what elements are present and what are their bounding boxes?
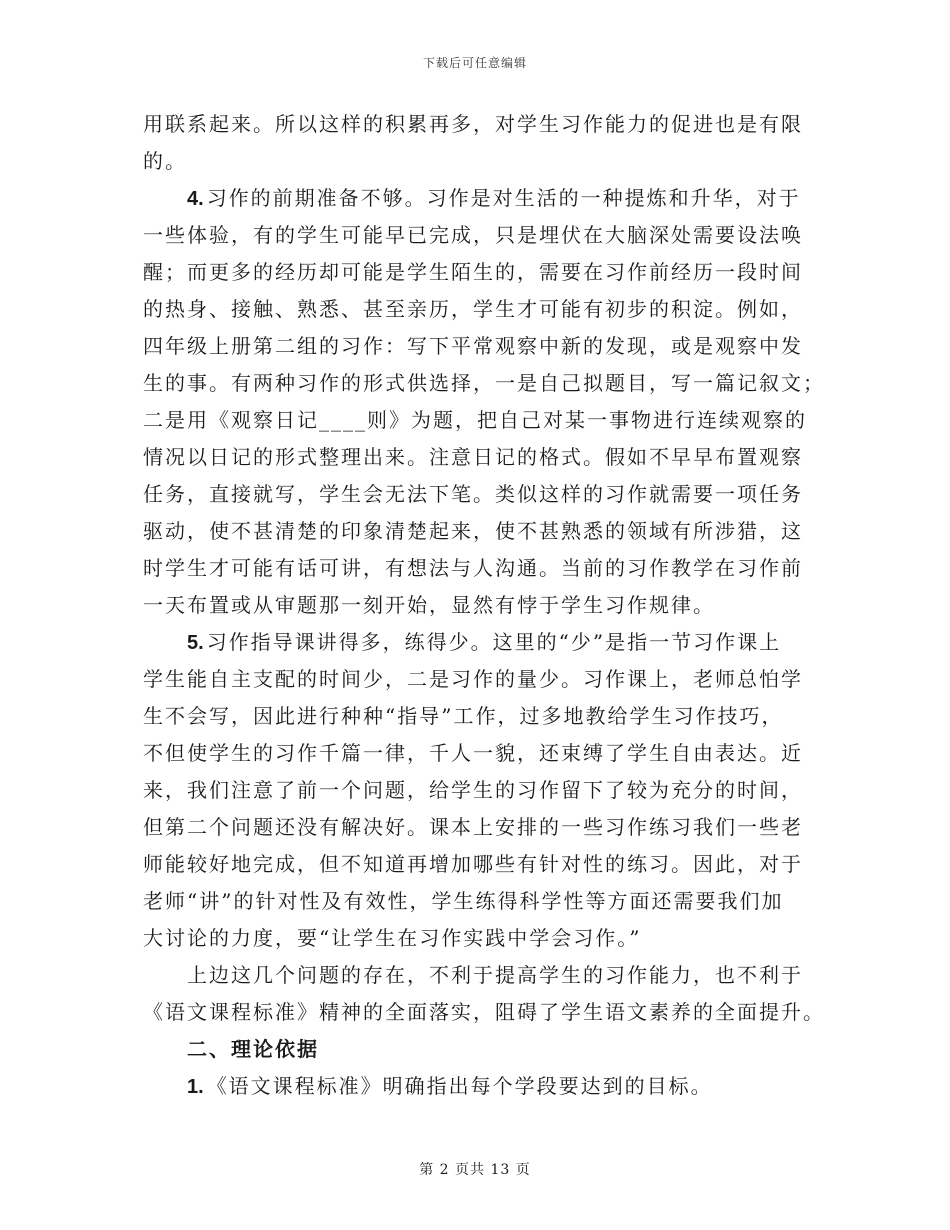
- list-item-5: [143, 624, 813, 661]
- text-line: 大讨论的力度，要“让学生在习作实践中学会习作。”: [143, 926, 642, 950]
- text-line: 一天布置或从审题那一刻开始，显然有悖于学生习作规律。: [143, 593, 715, 617]
- text-line: 老师“讲”的针对性及有效性，学生练得科学性等方面还需要我们加: [143, 889, 784, 913]
- text-line: 驱动，使不甚清楚的印象清楚起来，使不甚熟悉的领域有所涉猎，这: [143, 519, 803, 543]
- list-item-4: [143, 180, 813, 217]
- text-line: 用联系起来。所以这样的积累再多，对学生习作能力的促进也是有限: [143, 112, 803, 136]
- text-line: 《语文课程标准》明确指出每个学段要达到的目标。: [206, 1074, 713, 1098]
- text-line: 生的事。有两种习作的形式供选择，一是自己拟题目，写一篇记叙文；: [143, 371, 825, 395]
- document-body: [143, 106, 825, 1105]
- item-number: 5.: [187, 632, 204, 654]
- section-heading: 二、理论依据: [187, 1037, 319, 1061]
- text-line: 情况以日记的形式整理出来。注意日记的格式。假如不早早布置观察: [143, 445, 803, 469]
- text-line: 《语文课程标准》精神的全面落实，阻碍了学生语文素养的全面提升。: [143, 1000, 825, 1024]
- text-line: 时学生才可能有话可讲，有想法与人沟通。当前的习作教学在习作前: [143, 556, 803, 580]
- item-number: 1.: [187, 1076, 204, 1098]
- text-line: 但第二个问题还没有解决好。课本上安排的一些习作练习我们一些老: [143, 815, 803, 839]
- text-line: 习作指导课讲得多，练得少。这里的“少”是指一节习作课上: [206, 630, 782, 654]
- text-line: 的。: [143, 149, 187, 173]
- text-line: 习作的前期准备不够。习作是对生活的一种提炼和升华，对于: [206, 186, 801, 210]
- text-line: 师能较好地完成，但不知道再增加哪些有针对性的练习。因此，对于: [143, 852, 803, 876]
- text-line: 不但使学生的习作千篇一律，千人一貌，还束缚了学生自由表达。近: [143, 741, 803, 765]
- text-line: 一些体验，有的学生可能早已完成，只是埋伏在大脑深处需要设法唤: [143, 223, 803, 247]
- page-header: 下载后可任意编辑: [422, 56, 527, 70]
- text-line: 生不会写，因此进行种种“指导”工作，过多地教给学生习作技巧，: [143, 704, 784, 728]
- text-line: 四年级上册第二组的习作：写下平常观察中新的发现，或是观察中发: [143, 334, 803, 358]
- text-line: 二是用《观察日记____则》为题，把自己对某一事物进行连续观察的: [143, 408, 807, 432]
- text-line: 任务，直接就写，学生会无法下笔。类似这样的习作就需要一项任务: [143, 482, 803, 506]
- text-line: 醒；而更多的经历却可能是学生陌生的，需要在习作前经历一段时间: [143, 260, 803, 284]
- list-item-1: [143, 1068, 813, 1105]
- page-footer: 第 2 页共 13 页: [419, 1162, 531, 1178]
- paragraph-start: 上边这几个问题的存在，不利于提高学生的习作能力，也不利于: [187, 963, 803, 987]
- item-number: 4.: [187, 188, 204, 210]
- text-line: 的热身、接触、熟悉、甚至亲历，学生才可能有初步的积淀。例如，: [143, 297, 803, 321]
- text-line: 学生能自主支配的时间少，二是习作的量少。习作课上，老师总怕学: [143, 667, 803, 691]
- text-line: 来，我们注意了前一个问题，给学生的习作留下了较为充分的时间，: [143, 778, 803, 802]
